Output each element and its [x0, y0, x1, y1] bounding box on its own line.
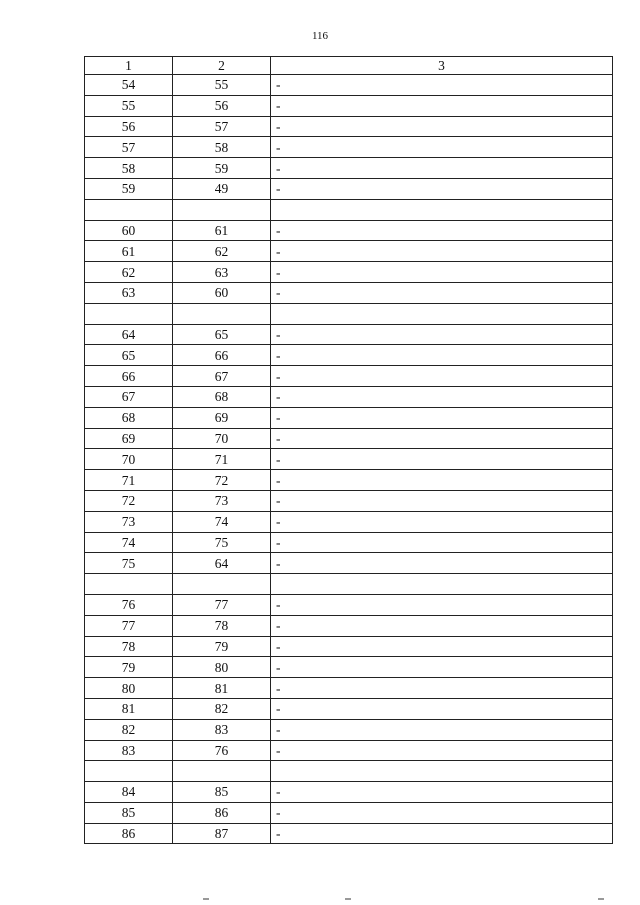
- table-cell-col3: -: [271, 407, 613, 428]
- table-cell-col3: -: [271, 386, 613, 407]
- table-row: [85, 657, 613, 678]
- table-cell-col3: -: [271, 137, 613, 158]
- table-cell-col1: 82: [85, 719, 173, 740]
- table-cell-col3: -: [271, 324, 613, 345]
- table-cell-col1: 78: [85, 636, 173, 657]
- table-cell-col1: 85: [85, 802, 173, 823]
- table-cell-col3: -: [271, 657, 613, 678]
- table-cell-col1: 62: [85, 262, 173, 283]
- table-cell-col1: 69: [85, 428, 173, 449]
- table-cell-col1: [85, 574, 173, 595]
- table-cell-col1: 81: [85, 698, 173, 719]
- table-cell-col1: 56: [85, 116, 173, 137]
- table-cell-col2: 58: [173, 137, 271, 158]
- table-row: [85, 75, 613, 96]
- table-cell-col2: 67: [173, 366, 271, 387]
- table-cell-col3: -: [271, 366, 613, 387]
- table-body: [85, 75, 613, 844]
- table-cell-col2: 76: [173, 740, 271, 761]
- table-cell-col2: 68: [173, 386, 271, 407]
- table-cell-col1: 79: [85, 657, 173, 678]
- table-cell-col2: 66: [173, 345, 271, 366]
- table-cell-col2: 70: [173, 428, 271, 449]
- table-row: [85, 802, 613, 823]
- table-cell-col2: 82: [173, 698, 271, 719]
- table-cell-col3: -: [271, 241, 613, 262]
- table-row: [85, 782, 613, 803]
- table-cell-col2: [173, 761, 271, 782]
- table-row: [85, 178, 613, 199]
- table-cell-col1: 71: [85, 470, 173, 491]
- table-row: [85, 158, 613, 179]
- table-cell-col1: 73: [85, 511, 173, 532]
- table-spacer-row: [85, 199, 613, 220]
- table-cell-col1: 74: [85, 532, 173, 553]
- table-cell-col1: 64: [85, 324, 173, 345]
- table-cell-col1: [85, 199, 173, 220]
- table-cell-col3: [271, 761, 613, 782]
- table-row: [85, 823, 613, 844]
- table-cell-col2: 72: [173, 470, 271, 491]
- table-row: [85, 740, 613, 761]
- table-row: [85, 137, 613, 158]
- data-table: [84, 56, 613, 844]
- table-cell-col3: -: [271, 698, 613, 719]
- table-cell-col1: 61: [85, 241, 173, 262]
- table-cell-col3: -: [271, 95, 613, 116]
- table-cell-col3: -: [271, 428, 613, 449]
- table-cell-col2: [173, 303, 271, 324]
- table-spacer-row: [85, 303, 613, 324]
- table-row: [85, 116, 613, 137]
- table-cell-col2: 71: [173, 449, 271, 470]
- table-row: [85, 220, 613, 241]
- table-row: [85, 345, 613, 366]
- table-row: [85, 428, 613, 449]
- table-cell-col3: [271, 303, 613, 324]
- table-row: [85, 407, 613, 428]
- table-row: [85, 511, 613, 532]
- table-cell-col2: 61: [173, 220, 271, 241]
- table-cell-col1: 65: [85, 345, 173, 366]
- table-row: [85, 386, 613, 407]
- table-cell-col3: -: [271, 782, 613, 803]
- table-row: [85, 532, 613, 553]
- table-cell-col1: [85, 761, 173, 782]
- table-cell-col3: -: [271, 636, 613, 657]
- table-row: [85, 366, 613, 387]
- table-cell-col1: 72: [85, 490, 173, 511]
- table-cell-col2: 85: [173, 782, 271, 803]
- table-cell-col3: [271, 199, 613, 220]
- table-cell-col2: 87: [173, 823, 271, 844]
- table-cell-col3: -: [271, 116, 613, 137]
- table-cell-col2: 60: [173, 282, 271, 303]
- scan-mark: [345, 898, 351, 900]
- table-cell-col3: -: [271, 470, 613, 491]
- table-cell-col3: -: [271, 719, 613, 740]
- table-cell-col1: 68: [85, 407, 173, 428]
- table-row: [85, 594, 613, 615]
- table-cell-col3: -: [271, 158, 613, 179]
- table-row: [85, 470, 613, 491]
- table-cell-col1: 58: [85, 158, 173, 179]
- table-cell-col3: -: [271, 678, 613, 699]
- table-cell-col3: -: [271, 594, 613, 615]
- table-cell-col3: -: [271, 449, 613, 470]
- table-cell-col2: 63: [173, 262, 271, 283]
- table-cell-col2: 64: [173, 553, 271, 574]
- table-cell-col3: -: [271, 553, 613, 574]
- table-cell-col2: 81: [173, 678, 271, 699]
- table-cell-col2: 65: [173, 324, 271, 345]
- table-cell-col2: 86: [173, 802, 271, 823]
- table-cell-col1: 70: [85, 449, 173, 470]
- table-cell-col3: -: [271, 282, 613, 303]
- table-cell-col2: 83: [173, 719, 271, 740]
- table-cell-col3: -: [271, 220, 613, 241]
- table-cell-col3: -: [271, 345, 613, 366]
- scan-mark: [598, 898, 604, 900]
- table-cell-col2: 75: [173, 532, 271, 553]
- table-cell-col2: 57: [173, 116, 271, 137]
- table-row: [85, 698, 613, 719]
- table-cell-col3: -: [271, 511, 613, 532]
- table-cell-col1: 76: [85, 594, 173, 615]
- table-cell-col3: -: [271, 490, 613, 511]
- table-cell-col3: -: [271, 802, 613, 823]
- table-cell-col2: 56: [173, 95, 271, 116]
- table-cell-col3: -: [271, 75, 613, 96]
- table-cell-col1: 66: [85, 366, 173, 387]
- table-cell-col1: 59: [85, 178, 173, 199]
- table-cell-col2: 74: [173, 511, 271, 532]
- header-row: [85, 57, 613, 75]
- table-cell-col1: [85, 303, 173, 324]
- table-cell-col1: 57: [85, 137, 173, 158]
- table-cell-col3: -: [271, 532, 613, 553]
- table-cell-col1: 75: [85, 553, 173, 574]
- table-cell-col1: 77: [85, 615, 173, 636]
- table-cell-col3: -: [271, 823, 613, 844]
- table-row: [85, 719, 613, 740]
- table-cell-col1: 54: [85, 75, 173, 96]
- scan-artifacts: [0, 893, 640, 905]
- table-cell-col1: 55: [85, 95, 173, 116]
- table-cell-col3: -: [271, 262, 613, 283]
- table-row: [85, 324, 613, 345]
- table-cell-col1: 60: [85, 220, 173, 241]
- table-cell-col1: 84: [85, 782, 173, 803]
- table-cell-col2: 49: [173, 178, 271, 199]
- table-row: [85, 95, 613, 116]
- table-cell-col2: 62: [173, 241, 271, 262]
- table-cell-col2: [173, 574, 271, 595]
- table-row: [85, 636, 613, 657]
- table-spacer-row: [85, 761, 613, 782]
- table-cell-col2: 77: [173, 594, 271, 615]
- column-header-3: 3: [271, 57, 613, 75]
- table-cell-col1: 83: [85, 740, 173, 761]
- table-row: [85, 553, 613, 574]
- table-row: [85, 282, 613, 303]
- table-row: [85, 678, 613, 699]
- column-header-2: 2: [173, 57, 271, 75]
- table-cell-col2: 73: [173, 490, 271, 511]
- table-cell-col3: -: [271, 740, 613, 761]
- table-cell-col1: 63: [85, 282, 173, 303]
- table-row: [85, 262, 613, 283]
- table-cell-col3: -: [271, 615, 613, 636]
- table-cell-col2: 78: [173, 615, 271, 636]
- table-row: [85, 615, 613, 636]
- table-cell-col2: 69: [173, 407, 271, 428]
- table-cell-col3: [271, 574, 613, 595]
- column-header-1: 1: [85, 57, 173, 75]
- table-header: [85, 57, 613, 75]
- table-cell-col1: 67: [85, 386, 173, 407]
- table-row: [85, 241, 613, 262]
- table-cell-col2: [173, 199, 271, 220]
- scan-mark: [203, 898, 209, 900]
- table-cell-col1: 86: [85, 823, 173, 844]
- table-cell-col2: 59: [173, 158, 271, 179]
- table-cell-col3: -: [271, 178, 613, 199]
- table-cell-col2: 80: [173, 657, 271, 678]
- table-row: [85, 449, 613, 470]
- page-number: 116: [311, 30, 329, 42]
- table-spacer-row: [85, 574, 613, 595]
- table-row: [85, 490, 613, 511]
- table-cell-col1: 80: [85, 678, 173, 699]
- table-cell-col2: 79: [173, 636, 271, 657]
- table-cell-col2: 55: [173, 75, 271, 96]
